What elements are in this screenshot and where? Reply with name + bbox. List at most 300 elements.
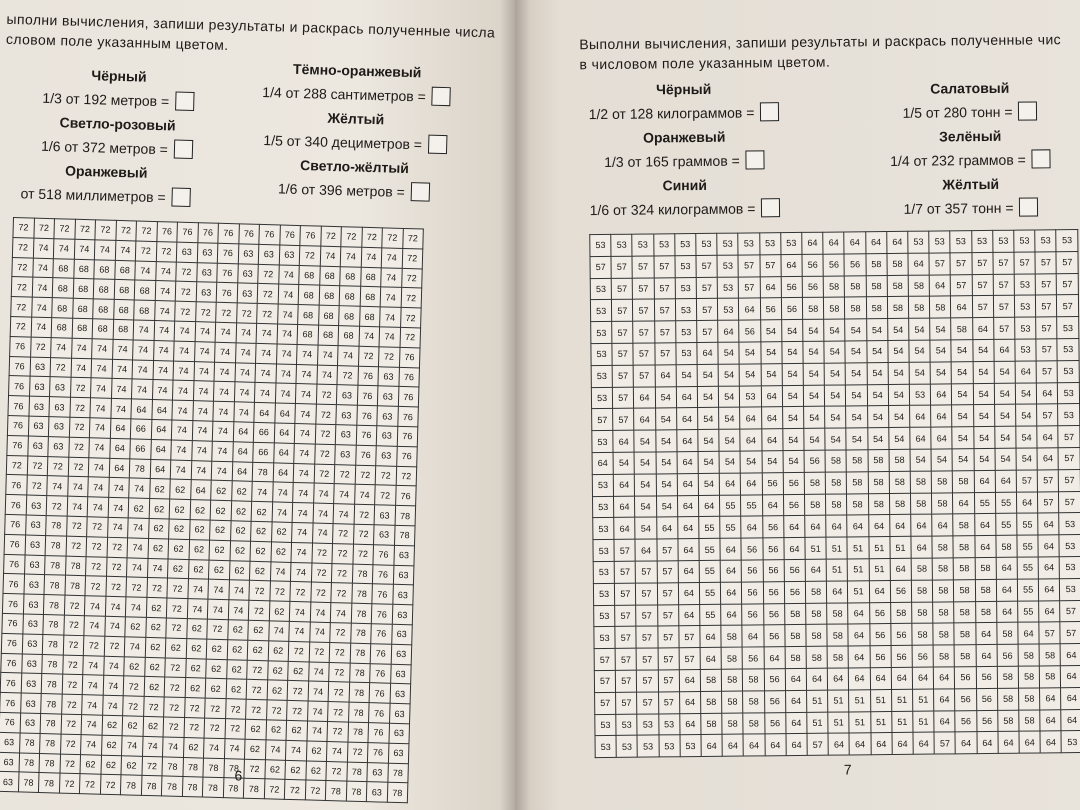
grid-cell[interactable]: 74 bbox=[277, 304, 298, 324]
grid-cell[interactable]: 58 bbox=[911, 580, 932, 602]
grid-cell[interactable]: 57 bbox=[658, 670, 679, 692]
grid-cell[interactable]: 56 bbox=[955, 667, 976, 689]
grid-cell[interactable]: 74 bbox=[255, 363, 276, 383]
grid-cell[interactable]: 72 bbox=[331, 563, 352, 583]
grid-cell[interactable]: 64 bbox=[592, 452, 613, 474]
grid-cell[interactable]: 58 bbox=[887, 253, 908, 275]
answer-box[interactable] bbox=[1032, 149, 1051, 168]
grid-cell[interactable]: 53 bbox=[616, 735, 637, 757]
grid-cell[interactable]: 63 bbox=[22, 634, 43, 654]
grid-cell[interactable]: 54 bbox=[1015, 383, 1036, 405]
grid-cell[interactable]: 74 bbox=[129, 478, 150, 498]
grid-cell[interactable]: 74 bbox=[275, 383, 296, 403]
grid-cell[interactable]: 53 bbox=[1060, 556, 1080, 578]
grid-cell[interactable]: 68 bbox=[52, 298, 73, 318]
grid-cell[interactable]: 64 bbox=[891, 667, 912, 689]
grid-cell[interactable]: 76 bbox=[3, 574, 24, 594]
grid-cell[interactable]: 62 bbox=[227, 639, 248, 659]
grid-cell[interactable]: 74 bbox=[153, 360, 174, 380]
grid-cell[interactable]: 53 bbox=[1058, 360, 1080, 382]
grid-cell[interactable]: 57 bbox=[590, 256, 611, 278]
grid-cell[interactable]: 64 bbox=[232, 442, 253, 462]
grid-cell[interactable]: 74 bbox=[31, 317, 52, 337]
grid-cell[interactable]: 72 bbox=[136, 221, 157, 241]
grid-cell[interactable]: 62 bbox=[189, 539, 210, 559]
grid-cell[interactable]: 72 bbox=[123, 696, 144, 716]
grid-cell[interactable]: 72 bbox=[86, 536, 107, 556]
grid-cell[interactable]: 64 bbox=[912, 667, 933, 689]
grid-cell[interactable]: 57 bbox=[633, 299, 654, 321]
grid-cell[interactable]: 76 bbox=[398, 367, 419, 387]
grid-cell[interactable]: 63 bbox=[197, 242, 218, 262]
grid-cell[interactable]: 57 bbox=[658, 648, 679, 670]
grid-cell[interactable]: 78 bbox=[161, 776, 182, 796]
grid-cell[interactable]: 63 bbox=[393, 545, 414, 565]
grid-cell[interactable]: 54 bbox=[825, 406, 846, 428]
grid-cell[interactable]: 72 bbox=[69, 417, 90, 437]
grid-cell[interactable]: 63 bbox=[23, 574, 44, 594]
grid-cell[interactable]: 55 bbox=[699, 517, 720, 539]
grid-cell[interactable]: 72 bbox=[402, 228, 423, 248]
grid-cell[interactable]: 53 bbox=[590, 300, 611, 322]
grid-cell[interactable]: 63 bbox=[26, 495, 47, 515]
grid-cell[interactable]: 62 bbox=[211, 481, 232, 501]
grid-cell[interactable]: 58 bbox=[997, 666, 1018, 688]
grid-cell[interactable]: 74 bbox=[172, 380, 193, 400]
grid-cell[interactable]: 74 bbox=[213, 382, 234, 402]
grid-cell[interactable]: 56 bbox=[762, 516, 783, 538]
grid-cell[interactable]: 76 bbox=[355, 445, 376, 465]
grid-cell[interactable]: 62 bbox=[210, 520, 231, 540]
grid-cell[interactable]: 54 bbox=[994, 361, 1015, 383]
grid-cell[interactable]: 57 bbox=[654, 256, 675, 278]
grid-cell[interactable]: 78 bbox=[325, 781, 346, 801]
grid-cell[interactable]: 74 bbox=[285, 740, 306, 760]
grid-cell[interactable]: 64 bbox=[929, 274, 950, 296]
grid-cell[interactable]: 58 bbox=[975, 601, 996, 623]
grid-cell[interactable]: 58 bbox=[722, 691, 743, 713]
grid-cell[interactable]: 74 bbox=[193, 381, 214, 401]
grid-cell[interactable]: 76 bbox=[10, 336, 31, 356]
grid-cell[interactable]: 54 bbox=[825, 385, 846, 407]
grid-cell[interactable]: 74 bbox=[195, 322, 216, 342]
grid-cell[interactable]: 64 bbox=[656, 517, 677, 539]
grid-cell[interactable]: 72 bbox=[396, 466, 417, 486]
grid-cell[interactable]: 58 bbox=[912, 623, 933, 645]
grid-cell[interactable]: 74 bbox=[275, 364, 296, 384]
grid-cell[interactable]: 58 bbox=[806, 646, 827, 668]
grid-cell[interactable]: 57 bbox=[633, 321, 654, 343]
grid-cell[interactable]: 62 bbox=[122, 716, 143, 736]
grid-cell[interactable]: 64 bbox=[974, 470, 995, 492]
grid-cell[interactable]: 53 bbox=[1014, 230, 1035, 252]
grid-cell[interactable]: 56 bbox=[976, 666, 997, 688]
grid-cell[interactable]: 57 bbox=[993, 274, 1014, 296]
grid-cell[interactable]: 62 bbox=[267, 660, 288, 680]
grid-cell[interactable]: 51 bbox=[870, 711, 891, 733]
grid-cell[interactable]: 54 bbox=[930, 318, 951, 340]
grid-cell[interactable]: 51 bbox=[913, 711, 934, 733]
grid-cell[interactable]: 78 bbox=[350, 623, 371, 643]
grid-cell[interactable]: 57 bbox=[696, 277, 717, 299]
grid-cell[interactable]: 58 bbox=[743, 712, 764, 734]
grid-cell[interactable]: 74 bbox=[127, 538, 148, 558]
grid-cell[interactable]: 56 bbox=[976, 688, 997, 710]
grid-cell[interactable]: 64 bbox=[679, 691, 700, 713]
grid-cell[interactable]: 54 bbox=[867, 362, 888, 384]
grid-cell[interactable]: 58 bbox=[806, 625, 827, 647]
grid-cell[interactable]: 72 bbox=[249, 581, 270, 601]
grid-cell[interactable]: 74 bbox=[214, 362, 235, 382]
grid-cell[interactable]: 53 bbox=[1059, 535, 1080, 557]
grid-cell[interactable]: 74 bbox=[338, 345, 359, 365]
grid-cell[interactable]: 64 bbox=[826, 515, 847, 537]
grid-cell[interactable]: 63 bbox=[378, 366, 399, 386]
grid-cell[interactable]: 72 bbox=[358, 346, 379, 366]
grid-cell[interactable]: 76 bbox=[0, 692, 21, 712]
grid-cell[interactable]: 78 bbox=[252, 462, 273, 482]
grid-cell[interactable]: 68 bbox=[339, 286, 360, 306]
grid-cell[interactable]: 64 bbox=[953, 492, 974, 514]
grid-cell[interactable]: 54 bbox=[634, 452, 655, 474]
grid-cell[interactable]: 72 bbox=[123, 676, 144, 696]
grid-cell[interactable]: 54 bbox=[761, 363, 782, 385]
grid-cell[interactable]: 57 bbox=[951, 274, 972, 296]
grid-cell[interactable]: 74 bbox=[133, 320, 154, 340]
grid-cell[interactable]: 64 bbox=[890, 558, 911, 580]
grid-cell[interactable]: 62 bbox=[188, 559, 209, 579]
grid-cell[interactable]: 64 bbox=[934, 667, 955, 689]
grid-cell[interactable]: 57 bbox=[615, 583, 636, 605]
grid-cell[interactable]: 62 bbox=[226, 679, 247, 699]
grid-cell[interactable]: 78 bbox=[46, 516, 67, 536]
grid-cell[interactable]: 74 bbox=[131, 379, 152, 399]
grid-cell[interactable]: 72 bbox=[333, 524, 354, 544]
grid-cell[interactable]: 54 bbox=[994, 405, 1015, 427]
grid-cell[interactable]: 58 bbox=[975, 557, 996, 579]
grid-cell[interactable]: 64 bbox=[1061, 709, 1080, 731]
grid-cell[interactable]: 51 bbox=[892, 711, 913, 733]
grid-cell[interactable]: 57 bbox=[616, 670, 637, 692]
grid-cell[interactable]: 74 bbox=[103, 676, 124, 696]
grid-cell[interactable]: 58 bbox=[951, 318, 972, 340]
grid-cell[interactable]: 54 bbox=[782, 385, 803, 407]
grid-cell[interactable]: 74 bbox=[265, 740, 286, 760]
grid-cell[interactable]: 54 bbox=[697, 386, 718, 408]
grid-cell[interactable]: 72 bbox=[248, 600, 269, 620]
grid-cell[interactable]: 64 bbox=[760, 276, 781, 298]
grid-cell[interactable]: 55 bbox=[720, 516, 741, 538]
grid-cell[interactable]: 68 bbox=[134, 280, 155, 300]
grid-cell[interactable]: 62 bbox=[250, 541, 271, 561]
grid-cell[interactable]: 54 bbox=[698, 473, 719, 495]
grid-cell[interactable]: 64 bbox=[823, 232, 844, 254]
grid-cell[interactable]: 72 bbox=[400, 308, 421, 328]
grid-cell[interactable]: 57 bbox=[679, 648, 700, 670]
grid-cell[interactable]: 78 bbox=[387, 763, 408, 783]
grid-cell[interactable]: 62 bbox=[170, 479, 191, 499]
grid-cell[interactable]: 64 bbox=[110, 418, 131, 438]
grid-cell[interactable]: 54 bbox=[846, 384, 867, 406]
grid-cell[interactable]: 78 bbox=[347, 722, 368, 742]
grid-cell[interactable]: 54 bbox=[973, 383, 994, 405]
grid-cell[interactable]: 64 bbox=[1019, 731, 1040, 753]
grid-cell[interactable]: 64 bbox=[1018, 622, 1039, 644]
grid-cell[interactable]: 53 bbox=[675, 234, 696, 256]
grid-cell[interactable]: 72 bbox=[246, 680, 267, 700]
grid-cell[interactable]: 56 bbox=[763, 538, 784, 560]
grid-cell[interactable]: 78 bbox=[203, 758, 224, 778]
grid-cell[interactable]: 74 bbox=[228, 580, 249, 600]
grid-cell[interactable]: 72 bbox=[225, 699, 246, 719]
grid-cell[interactable]: 54 bbox=[760, 320, 781, 342]
grid-cell[interactable]: 68 bbox=[319, 266, 340, 286]
grid-cell[interactable]: 63 bbox=[279, 245, 300, 265]
grid-cell[interactable]: 54 bbox=[783, 450, 804, 472]
grid-cell[interactable]: 72 bbox=[330, 622, 351, 642]
grid-cell[interactable]: 63 bbox=[196, 282, 217, 302]
grid-cell[interactable]: 76 bbox=[369, 683, 390, 703]
grid-cell[interactable]: 64 bbox=[274, 423, 295, 443]
grid-cell[interactable]: 74 bbox=[155, 281, 176, 301]
grid-cell[interactable]: 74 bbox=[84, 616, 105, 636]
grid-cell[interactable]: 53 bbox=[591, 322, 612, 344]
grid-cell[interactable]: 64 bbox=[701, 735, 722, 757]
grid-cell[interactable]: 63 bbox=[335, 444, 356, 464]
grid-cell[interactable]: 62 bbox=[206, 639, 227, 659]
grid-cell[interactable]: 76 bbox=[397, 426, 418, 446]
grid-cell[interactable]: 56 bbox=[742, 560, 763, 582]
grid-cell[interactable]: 63 bbox=[392, 604, 413, 624]
grid-cell[interactable]: 62 bbox=[230, 521, 251, 541]
grid-cell[interactable]: 58 bbox=[827, 603, 848, 625]
grid-cell[interactable]: 72 bbox=[106, 557, 127, 577]
grid-cell[interactable]: 63 bbox=[238, 244, 259, 264]
grid-cell[interactable]: 62 bbox=[189, 520, 210, 540]
grid-cell[interactable]: 54 bbox=[824, 319, 845, 341]
grid-cell[interactable]: 58 bbox=[932, 536, 953, 558]
grid-cell[interactable]: 57 bbox=[654, 299, 675, 321]
grid-cell[interactable]: 74 bbox=[334, 484, 355, 504]
grid-cell[interactable]: 74 bbox=[173, 361, 194, 381]
grid-cell[interactable]: 53 bbox=[590, 278, 611, 300]
grid-cell[interactable]: 58 bbox=[954, 558, 975, 580]
grid-cell[interactable]: 74 bbox=[359, 326, 380, 346]
grid-cell[interactable]: 51 bbox=[805, 537, 826, 559]
grid-cell[interactable]: 53 bbox=[680, 735, 701, 757]
grid-cell[interactable]: 63 bbox=[335, 425, 356, 445]
grid-cell[interactable]: 74 bbox=[313, 483, 334, 503]
grid-cell[interactable]: 56 bbox=[763, 625, 784, 647]
grid-cell[interactable]: 74 bbox=[153, 340, 174, 360]
grid-cell[interactable]: 58 bbox=[804, 472, 825, 494]
grid-cell[interactable]: 57 bbox=[1038, 491, 1059, 513]
grid-cell[interactable]: 76 bbox=[8, 396, 29, 416]
grid-cell[interactable]: 72 bbox=[26, 475, 47, 495]
grid-cell[interactable]: 57 bbox=[657, 626, 678, 648]
grid-cell[interactable]: 74 bbox=[74, 239, 95, 259]
grid-cell[interactable]: 57 bbox=[613, 409, 634, 431]
grid-cell[interactable]: 53 bbox=[1015, 339, 1036, 361]
grid-cell[interactable]: 62 bbox=[186, 638, 207, 658]
grid-cell[interactable]: 53 bbox=[950, 231, 971, 253]
grid-cell[interactable]: 56 bbox=[823, 254, 844, 276]
grid-cell[interactable]: 74 bbox=[295, 404, 316, 424]
grid-cell[interactable]: 74 bbox=[380, 287, 401, 307]
grid-cell[interactable]: 64 bbox=[1015, 361, 1036, 383]
grid-cell[interactable]: 54 bbox=[973, 405, 994, 427]
grid-cell[interactable]: 58 bbox=[933, 601, 954, 623]
grid-cell[interactable]: 76 bbox=[372, 564, 393, 584]
grid-cell[interactable]: 54 bbox=[761, 342, 782, 364]
grid-cell[interactable]: 56 bbox=[804, 450, 825, 472]
grid-cell[interactable]: 57 bbox=[616, 692, 637, 714]
grid-cell[interactable]: 68 bbox=[73, 259, 94, 279]
grid-cell[interactable]: 54 bbox=[1016, 426, 1037, 448]
grid-cell[interactable]: 56 bbox=[739, 320, 760, 342]
grid-cell[interactable]: 78 bbox=[162, 756, 183, 776]
grid-cell[interactable]: 51 bbox=[913, 689, 934, 711]
grid-cell[interactable]: 55 bbox=[995, 492, 1016, 514]
grid-cell[interactable]: 74 bbox=[293, 463, 314, 483]
grid-cell[interactable]: 74 bbox=[291, 542, 312, 562]
grid-cell[interactable]: 53 bbox=[592, 474, 613, 496]
grid-cell[interactable]: 62 bbox=[285, 760, 306, 780]
grid-cell[interactable]: 63 bbox=[29, 376, 50, 396]
answer-box[interactable] bbox=[761, 198, 780, 217]
grid-cell[interactable]: 64 bbox=[1038, 557, 1059, 579]
grid-cell[interactable]: 57 bbox=[657, 539, 678, 561]
grid-cell[interactable]: 78 bbox=[223, 758, 244, 778]
grid-cell[interactable]: 53 bbox=[738, 233, 759, 255]
grid-cell[interactable]: 72 bbox=[79, 774, 100, 794]
grid-cell[interactable]: 57 bbox=[1035, 252, 1056, 274]
grid-cell[interactable]: 74 bbox=[142, 736, 163, 756]
grid-cell[interactable]: 54 bbox=[867, 341, 888, 363]
grid-cell[interactable]: 54 bbox=[952, 405, 973, 427]
grid-cell[interactable]: 53 bbox=[637, 735, 658, 757]
grid-cell[interactable]: 72 bbox=[74, 219, 95, 239]
grid-cell[interactable]: 58 bbox=[1019, 688, 1040, 710]
grid-cell[interactable]: 51 bbox=[826, 559, 847, 581]
grid-cell[interactable]: 68 bbox=[94, 259, 115, 279]
grid-cell[interactable]: 57 bbox=[1058, 447, 1080, 469]
grid-cell[interactable]: 63 bbox=[24, 555, 45, 575]
grid-cell[interactable]: 76 bbox=[357, 366, 378, 386]
grid-cell[interactable]: 74 bbox=[234, 382, 255, 402]
grid-cell[interactable]: 74 bbox=[213, 401, 234, 421]
grid-cell[interactable]: 74 bbox=[256, 343, 277, 363]
grid-cell[interactable]: 72 bbox=[50, 357, 71, 377]
grid-cell[interactable]: 54 bbox=[613, 452, 634, 474]
grid-cell[interactable]: 64 bbox=[761, 429, 782, 451]
grid-cell[interactable]: 62 bbox=[167, 559, 188, 579]
grid-cell[interactable]: 74 bbox=[294, 443, 315, 463]
grid-cell[interactable]: 68 bbox=[73, 279, 94, 299]
grid-cell[interactable]: 72 bbox=[143, 696, 164, 716]
grid-cell[interactable]: 74 bbox=[155, 261, 176, 281]
grid-cell[interactable]: 72 bbox=[62, 674, 83, 694]
grid-cell[interactable]: 62 bbox=[144, 657, 165, 677]
grid-cell[interactable]: 74 bbox=[135, 261, 156, 281]
grid-cell[interactable]: 58 bbox=[1040, 666, 1061, 688]
grid-cell[interactable]: 62 bbox=[80, 754, 101, 774]
grid-cell[interactable]: 64 bbox=[676, 408, 697, 430]
grid-cell[interactable]: 64 bbox=[976, 623, 997, 645]
grid-cell[interactable]: 72 bbox=[107, 537, 128, 557]
grid-cell[interactable]: 57 bbox=[993, 252, 1014, 274]
grid-cell[interactable]: 68 bbox=[114, 260, 135, 280]
grid-cell[interactable]: 62 bbox=[124, 656, 145, 676]
grid-cell[interactable]: 72 bbox=[33, 218, 54, 238]
grid-cell[interactable]: 64 bbox=[786, 734, 807, 756]
grid-cell[interactable]: 62 bbox=[230, 540, 251, 560]
grid-cell[interactable]: 72 bbox=[11, 277, 32, 297]
grid-cell[interactable]: 72 bbox=[184, 698, 205, 718]
grid-cell[interactable]: 54 bbox=[930, 362, 951, 384]
grid-cell[interactable]: 58 bbox=[721, 647, 742, 669]
grid-cell[interactable]: 74 bbox=[380, 307, 401, 327]
grid-cell[interactable]: 74 bbox=[112, 359, 133, 379]
grid-cell[interactable]: 64 bbox=[699, 495, 720, 517]
grid-cell[interactable]: 72 bbox=[310, 582, 331, 602]
grid-cell[interactable]: 56 bbox=[741, 538, 762, 560]
grid-cell[interactable]: 58 bbox=[889, 493, 910, 515]
grid-cell[interactable]: 58 bbox=[954, 601, 975, 623]
grid-cell[interactable]: 64 bbox=[847, 515, 868, 537]
grid-cell[interactable]: 72 bbox=[141, 756, 162, 776]
grid-cell[interactable]: 53 bbox=[653, 234, 674, 256]
grid-cell[interactable]: 64 bbox=[892, 733, 913, 755]
grid-cell[interactable]: 74 bbox=[316, 365, 337, 385]
grid-cell[interactable]: 64 bbox=[911, 536, 932, 558]
grid-cell[interactable]: 57 bbox=[738, 255, 759, 277]
grid-cell[interactable]: 54 bbox=[804, 428, 825, 450]
grid-cell[interactable]: 72 bbox=[334, 464, 355, 484]
grid-cell[interactable]: 53 bbox=[1057, 339, 1079, 361]
grid-cell[interactable]: 63 bbox=[20, 713, 41, 733]
grid-cell[interactable]: 54 bbox=[635, 496, 656, 518]
grid-cell[interactable]: 51 bbox=[890, 536, 911, 558]
grid-cell[interactable]: 54 bbox=[845, 341, 866, 363]
grid-cell[interactable]: 58 bbox=[866, 253, 887, 275]
grid-cell[interactable]: 64 bbox=[871, 733, 892, 755]
grid-cell[interactable]: 64 bbox=[910, 405, 931, 427]
grid-cell[interactable]: 56 bbox=[764, 669, 785, 691]
grid-cell[interactable]: 74 bbox=[133, 340, 154, 360]
grid-cell[interactable]: 74 bbox=[235, 343, 256, 363]
grid-cell[interactable]: 66 bbox=[253, 422, 274, 442]
grid-cell[interactable]: 76 bbox=[7, 415, 28, 435]
grid-cell[interactable]: 63 bbox=[389, 703, 410, 723]
grid-cell[interactable]: 74 bbox=[51, 337, 72, 357]
grid-cell[interactable]: 56 bbox=[870, 646, 891, 668]
grid-cell[interactable]: 74 bbox=[90, 378, 111, 398]
grid-cell[interactable]: 64 bbox=[254, 403, 275, 423]
grid-cell[interactable]: 72 bbox=[63, 615, 84, 635]
grid-cell[interactable]: 68 bbox=[360, 287, 381, 307]
grid-cell[interactable]: 57 bbox=[1059, 469, 1080, 491]
grid-cell[interactable]: 74 bbox=[84, 596, 105, 616]
grid-cell[interactable]: 64 bbox=[700, 626, 721, 648]
grid-cell[interactable]: 63 bbox=[388, 743, 409, 763]
grid-cell[interactable]: 64 bbox=[1061, 665, 1080, 687]
grid-cell[interactable]: 57 bbox=[972, 274, 993, 296]
grid-cell[interactable]: 72 bbox=[176, 262, 197, 282]
grid-cell[interactable]: 54 bbox=[910, 449, 931, 471]
grid-cell[interactable]: 76 bbox=[372, 584, 393, 604]
grid-cell[interactable]: 58 bbox=[1018, 666, 1039, 688]
